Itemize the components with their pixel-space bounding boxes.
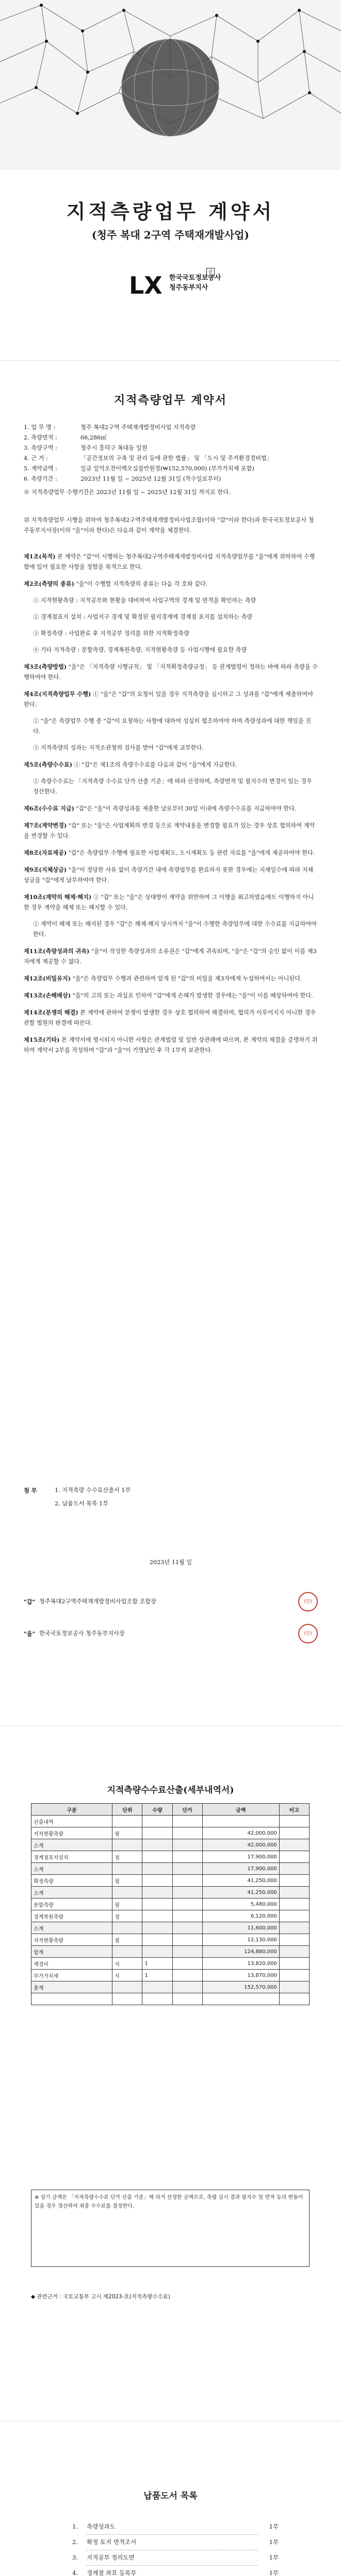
fee-cell [172, 1910, 202, 1922]
deliverable-name: 경계점 좌표 등록부 [87, 2566, 258, 2576]
summary-key: 2. 측량면적 : [24, 434, 57, 441]
article-title: 제7조(계약변경) [24, 822, 67, 829]
fee-row [31, 1827, 310, 1839]
contract-article [24, 848, 318, 858]
article-title: 제4조(지적측량업무 수행) [24, 690, 91, 698]
summary-value: 66,286㎡ [80, 434, 107, 441]
fee-row [31, 1875, 310, 1887]
fee-row [31, 1851, 310, 1863]
fee-cell [172, 1887, 202, 1899]
fee-cell: 124,880,000 [202, 1946, 279, 1958]
contract-article [24, 689, 318, 710]
party-a-seal: (인) [298, 1592, 318, 1612]
fee-row [31, 1922, 310, 1934]
contract-date: 2023년 11월 일 [149, 1559, 192, 1566]
attachments-block [24, 1484, 318, 1511]
article-title: 제8조(자료제공) [24, 849, 67, 856]
fee-header-cell: 금액 [202, 1804, 279, 1816]
fee-cell [112, 1993, 142, 2005]
fee-cell [112, 1863, 142, 1875]
fee-cell [172, 1816, 202, 1827]
fee-cell [172, 1899, 202, 1910]
fee-cell [172, 1863, 202, 1875]
article-body: ② 경계점표지 설치 : 사업지구 경계 및 확정된 필지경계에 경계점 표지를 설치하는 측량 [33, 614, 253, 620]
fee-cell [112, 1922, 142, 1934]
fee-cell [142, 1910, 172, 1922]
contract-summary [24, 422, 318, 498]
fee-cell: 42,000,000 [202, 1839, 279, 1851]
deliverable-item [72, 2550, 279, 2566]
fee-cell [142, 1981, 172, 1993]
fee-cell [112, 1816, 142, 1827]
contract-article [24, 946, 318, 967]
article-body: ③ 지적측량의 성과는 지적소관청의 검사를 받아 "갑"에게 교부한다. [33, 744, 204, 751]
article-body: "갑" 또는 "을"은 사업계획의 변경 등으로 계약내용을 변경할 필요가 있는 경우 상호 협의하여 계약을 변경할 수 있다. [24, 822, 315, 839]
article-title: 제12조(비밀유지) [24, 975, 71, 982]
fee-cell: 식 [112, 1958, 142, 1970]
article-body: ② 측량수수료는 「지적측량 수수료 단가 산출 기준」에 따라 산정하며, 측량면적 및 필지수의 변경이 있는 경우 정산한다. [33, 778, 312, 795]
contract-article [24, 551, 318, 572]
deliverable-name: 지적공부 정리도면 [87, 2550, 258, 2566]
fee-header-cell: 단위 [112, 1804, 142, 1816]
fee-cell [172, 1993, 202, 2005]
fee-cell: 총계 [31, 1981, 112, 1993]
summary-value: 일금 일억오천이백오십칠만원정(₩152,570,000) (부가가치세 포함) [80, 465, 254, 472]
fee-footer: ◆ 관련근거 : 국토교통부 고시 제2023-호(지적측량수수료) [31, 2294, 170, 2300]
summary-item [24, 474, 318, 484]
deliverable-item [72, 2535, 279, 2550]
party-b-seal: (인) [298, 1624, 318, 1643]
contract-article [24, 892, 318, 913]
article-body: 본 계약에 관하여 분쟁이 발생한 경우 상호 협의하여 해결하며, 협의가 이루어지지 아니한 경우 관할 법원의 판결에 따른다. [24, 1009, 316, 1026]
fee-cell: 확정측량 [31, 1875, 112, 1887]
deliverable-item [72, 2566, 279, 2576]
fee-cell: 1 [142, 1958, 172, 1970]
cover-subtitle: (청주 복대 2구역 주택재개발사업) [92, 229, 249, 241]
fee-cell: 지적현황측량 [31, 1827, 112, 1839]
summary-key: 5. 계약금액 : [24, 465, 57, 472]
fee-cell [279, 1970, 309, 1981]
fee-cell [142, 1863, 172, 1875]
party-a-name: 청주복대2구역주택재개발정비사업조합 조합장 [39, 1598, 156, 1605]
article-title: 제13조(손해배상) [24, 992, 71, 999]
fee-cell [142, 1827, 172, 1839]
contract-article [24, 1035, 318, 1056]
party-b-label: "을" [24, 1630, 36, 1637]
org-name-line1: 한국국토정보공사 [169, 274, 221, 282]
fee-cell: 경계점표지설치 [31, 1851, 112, 1863]
fee-row [31, 1899, 310, 1910]
article-title: 제3조(측량방법) [24, 663, 67, 670]
fee-cell [112, 1839, 142, 1851]
fee-cell [279, 1910, 309, 1922]
fee-cell [142, 1839, 172, 1851]
fee-cell: 지적현황측량 [31, 1934, 112, 1946]
fee-cell: 점 [112, 1851, 142, 1863]
article-body: 본 계약은 "갑"이 시행하는 청주복대2구역주택재개발정비사업 지적측량업무를 "을"에게 위탁하여 수행함에 있어 필요한 사항을 정함을 목적으로 한다. [24, 553, 315, 570]
fee-cell: 제경비 [31, 1958, 112, 1970]
fee-cell [172, 1934, 202, 1946]
article-title: 제6조(수수료 지급) [24, 805, 74, 812]
fee-header-cell: 수량 [142, 1804, 172, 1816]
fee-cell [172, 1827, 202, 1839]
fee-cell [279, 1922, 309, 1934]
fee-header-cell: 단가 [172, 1804, 202, 1816]
fee-cell [172, 1981, 202, 1993]
fee-cell: 식 [112, 1970, 142, 1981]
contract-article [24, 645, 318, 655]
fee-cell [279, 1981, 309, 1993]
article-title: 제2조(측량의 종류) [24, 580, 74, 587]
fee-cell: 경계복원측량 [31, 1910, 112, 1922]
fee-cell [112, 1981, 142, 1993]
fee-cell: 42,000,000 [202, 1827, 279, 1839]
deliverable-qty: 1부 [269, 2523, 279, 2530]
article-title: 제14조(분쟁의 해결) [24, 1009, 78, 1016]
fee-table [31, 1803, 310, 2005]
fee-cell: 41,250,000 [202, 1887, 279, 1899]
fee-cell [279, 1993, 309, 2005]
summary-item [24, 422, 318, 433]
fee-cell [202, 1816, 279, 1827]
svg-text:LX: LX [129, 272, 163, 299]
article-body: "을"은 측량업무 수행과 관련하여 알게 된 "갑"의 비밀을 제3자에게 누설하여서는 아니된다. [72, 975, 302, 982]
cover-network-artwork [0, 0, 341, 170]
summary-item [24, 453, 318, 464]
fee-row [31, 1934, 310, 1946]
fee-cell [142, 1851, 172, 1863]
article-body: ① "갑" 또는 "을"은 상대방이 계약을 위반하여 그 이행을 최고하였음에도 이행하지 아니한 경우 계약을 해제 또는 해지할 수 있다. [24, 894, 314, 911]
deliverable-no: 4. [72, 2569, 78, 2576]
attachment-item: 2. 납품도서 목록 1부 [55, 1500, 109, 1507]
contract-article [24, 990, 318, 1001]
deliverables-title: 납품도서 목록 [143, 2491, 198, 2501]
fee-cell: 점 [112, 1910, 142, 1922]
period-note: ※ 지적측량업무 수행기간은 2023년 11월 일 ~ 2025년 12월 31일 까지로 한다. [24, 489, 231, 496]
signature-block [24, 1592, 318, 1643]
fee-cell: 17,900,000 [202, 1863, 279, 1875]
fee-cell [279, 1934, 309, 1946]
fee-row [31, 1958, 310, 1970]
contract-title: 지적측량업무 계약서 [114, 394, 227, 407]
fee-cell [142, 1922, 172, 1934]
fee-cell [142, 1993, 172, 2005]
fee-table-wrap [31, 1803, 310, 2005]
contract-article [24, 716, 318, 737]
contract-article [24, 803, 318, 814]
article-body: "갑"은 "을"이 측량성과를 제출한 날로부터 30일 이내에 측량수수료를 지급하여야 한다. [76, 805, 297, 812]
contract-article [24, 579, 318, 589]
attach-label: 첨 부 [24, 1487, 37, 1494]
summary-value: 2023년 11월 일 ~ 2025년 12월 31일 (착수일로부터) [80, 476, 221, 482]
summary-item [24, 464, 318, 474]
fee-cell: 12,130,000 [202, 1934, 279, 1946]
article-body: "을"의 고의 또는 과실로 인하여 "갑"에게 손해가 발생한 경우에는 "을"이 이를 배상하여야 한다. [72, 992, 313, 999]
article-body: 본 계약서에 명시되지 아니한 사항은 관계법령 및 일반 상관례에 따르며, 본 계약의 체결을 증명하기 위하여 계약서 2부를 작성하여 "갑"과 "을"이 기명날인 후 각 1부씩 보관한다. [24, 1037, 318, 1054]
article-title: 제9조(지체상금) [24, 866, 67, 873]
contract-article [24, 1007, 318, 1028]
fee-cell [279, 1816, 309, 1827]
fee-cell [202, 1993, 279, 2005]
deliverable-qty: 1부 [269, 2569, 279, 2576]
fee-cell [279, 1839, 309, 1851]
fee-cell [172, 1946, 202, 1958]
deliverable-no: 2. [72, 2538, 78, 2546]
fee-cell [279, 1863, 309, 1875]
fee-cell: 1 [142, 1970, 172, 1981]
fee-cell [172, 1875, 202, 1887]
article-title: 제15조(기타) [24, 1036, 60, 1043]
fee-cell [172, 1851, 202, 1863]
fee-cell: 필 [112, 1827, 142, 1839]
fee-cell: 5,480,000 [202, 1899, 279, 1910]
lx-logo [129, 268, 232, 304]
deliverable-item [72, 2519, 279, 2535]
article-title: 제5조(측량수수료) [24, 761, 73, 768]
deliverable-qty: 1부 [269, 2554, 279, 2561]
fee-row [31, 1863, 310, 1875]
fee-cell [172, 1970, 202, 1981]
contract-article [24, 919, 318, 940]
fee-cell [142, 1934, 172, 1946]
article-body: ② 계약이 해제 또는 해지된 경우 "갑"은 해제·해지 당시까지 "을"이 수행한 측량업무에 대한 수수료를 지급하여야 한다. [33, 921, 317, 938]
article-body: "을"이 수행할 지적측량의 종류는 다음 각 호와 같다. [76, 581, 208, 587]
deliverable-name: 측량성과도 [87, 2519, 258, 2535]
deliverable-name: 확정 토지 면적조서 [87, 2535, 258, 2550]
contract-article [24, 596, 318, 606]
summary-value: 「공간정보의 구축 및 관리 등에 관한 법률」 및 「도시 및 주거환경정비법」 [80, 455, 273, 462]
party-a-label: "갑" [24, 1598, 36, 1605]
fee-cell: 17,900,000 [202, 1851, 279, 1863]
article-body: ④ 기타 지적측량 : 분할측량, 경계복원측량, 지적현황측량 등 사업시행에 필요한 측량 [33, 647, 247, 653]
contract-article [24, 865, 318, 886]
contract-article [24, 662, 318, 683]
fee-cell [112, 1887, 142, 1899]
fee-cell [142, 1875, 172, 1887]
cover-title: 지적측량업무 계약서 [66, 200, 275, 223]
fee-cell [279, 1851, 309, 1863]
fee-row [31, 1970, 310, 1981]
deliverable-qty: 1부 [269, 2538, 279, 2546]
article-body: ① "갑"은 제1조의 측량수수료를 다음과 같이 "을"에게 지급한다. [74, 761, 237, 768]
fee-cell: 소계 [31, 1887, 112, 1899]
cover-page [0, 0, 341, 361]
fee-cell: 13,870,000 [202, 1970, 279, 1981]
fee-cell [279, 1946, 309, 1958]
fee-cell: 11,600,000 [202, 1922, 279, 1934]
summary-key: 4. 근 거 : [24, 455, 48, 462]
contract-article [24, 629, 318, 639]
fee-row [31, 1993, 310, 2005]
fee-cell [172, 1958, 202, 1970]
summary-key: 3. 측량구역 : [24, 445, 57, 451]
fee-cell: 필 [112, 1899, 142, 1910]
deliverable-no: 1. [72, 2523, 78, 2530]
article-body: "을"이 정당한 사유 없이 측량기간 내에 측량업무를 완료하지 못한 경우에는 지체일수에 따라 지체상금을 "갑"에게 납부하여야 한다. [24, 867, 314, 884]
fee-cell: 소계 [31, 1922, 112, 1934]
lx-logo-icon [129, 270, 165, 299]
article-body: ② "을"은 측량업무 수행 중 "갑"이 요청하는 사항에 대하여 성실히 협조하여야 하며 측량성과에 대한 책임을 진다. [33, 718, 312, 735]
fee-cell [279, 1958, 309, 1970]
contract-article [24, 612, 318, 622]
org-name [169, 273, 221, 293]
deliverables-list [72, 2519, 279, 2576]
fee-cell [112, 1946, 142, 1958]
fee-cell: 소계 [31, 1839, 112, 1851]
contract-preamble: 위 지적측량업무 시행을 위하여 청주복대2구역주택재개발정비사업조합(이하 "갑"이라 한다)과 한국국토정보공사 청주동부지사장(이하 "을"이라 한다)은 다음과 같이 계약을 체결한다. [24, 517, 314, 534]
summary-key: 6. 측량기간 : [24, 476, 57, 482]
contract-article [24, 820, 318, 841]
fee-row [31, 1946, 310, 1958]
contract-page [0, 361, 341, 1726]
fee-cell [31, 1993, 112, 2005]
article-body: ① 지적현황측량 : 지적공부와 현황을 대비하여 사업구역의 경계 및 면적을 확인하는 측량 [33, 597, 256, 604]
fee-statement-page [0, 1726, 341, 2421]
fee-header-cell: 구분 [31, 1804, 112, 1816]
fee-cell: 필 [112, 1875, 142, 1887]
contract-article [24, 759, 318, 770]
fee-row [31, 1910, 310, 1922]
fee-cell: 152,570,000 [202, 1981, 279, 1993]
article-body: "갑"은 측량업무 수행에 필요한 사업계획도, 도시계획도 등 관련 자료를 "을"에게 제공하여야 한다. [68, 850, 315, 856]
fee-cell [279, 1899, 309, 1910]
summary-value: 청주 복대2구역 주택재개발정비사업 지적측량 [80, 424, 196, 431]
contract-article [24, 973, 318, 984]
article-body: "을"은 「지적측량 시행규칙」 및 「지적확정측량규정」 등 관계법령이 정하는 바에 따라 측량을 수행하여야 한다. [24, 664, 318, 681]
fee-header-cell: 비고 [279, 1804, 309, 1816]
party-b-row [24, 1624, 318, 1643]
party-b-name: 한국국토정보공사 청주동부지사장 [39, 1630, 125, 1637]
fee-cell [172, 1839, 202, 1851]
fee-cell [279, 1887, 309, 1899]
fee-row [31, 1839, 310, 1851]
fee-cell [142, 1887, 172, 1899]
fee-cell: 부가가치세 [31, 1970, 112, 1981]
summary-value: 청주시 흥덕구 복대동 일원 [80, 445, 148, 451]
fee-cell [142, 1816, 172, 1827]
summary-item [24, 443, 318, 453]
contract-articles [24, 551, 318, 1062]
fee-cell [172, 1922, 202, 1934]
fee-cell [142, 1946, 172, 1958]
fee-cell: 산출내역 [31, 1816, 112, 1827]
fee-cell: 41,250,000 [202, 1875, 279, 1887]
party-a-row [24, 1592, 318, 1612]
fee-cell: 합계 [31, 1946, 112, 1958]
summary-key: 1. 업 무 명 : [24, 424, 56, 431]
deliverable-no: 3. [72, 2554, 78, 2561]
fee-row [31, 1981, 310, 1993]
fee-cell: 6,120,000 [202, 1910, 279, 1922]
fee-note: ※ 상기 금액은 「지적측량수수료 단가 산출 기준」에 의거 산정한 금액으로, 측량 실시 결과 필지수 및 면적 등의 변동이 있을 경우 정산하여 최종 수수료를 결정한다. [31, 2190, 310, 2267]
fee-row [31, 1887, 310, 1899]
attachment-item: 1. 지적측량 수수료산출서 1부 [55, 1487, 131, 1494]
fee-cell: 분할측량 [31, 1899, 112, 1910]
fee-cell [279, 1875, 309, 1887]
fee-cell [279, 1827, 309, 1839]
article-body: ① "을"은 "갑"의 요청이 있을 경우 지적측량을 실시하고 그 성과를 "갑"에게 제출하여야 한다. [24, 691, 313, 708]
fee-cell [142, 1899, 172, 1910]
article-body: ③ 확정측량 : 사업완료 후 지적공부 정리를 위한 지적확정측량 [33, 630, 189, 637]
fee-row [31, 1816, 310, 1827]
contract-article [24, 743, 318, 753]
article-title: 제11조(측량성과의 귀속) [24, 947, 90, 955]
article-title: 제1조(목적) [24, 553, 56, 560]
contract-article [24, 776, 318, 797]
article-body: "을"이 작성한 측량성과의 소유권은 "갑"에게 귀속되며, "을"은 "갑"의 승인 없이 이를 제3자에게 제공할 수 없다. [24, 948, 317, 965]
article-title: 제10조(계약의 해제·해지) [24, 893, 92, 901]
fee-cell: 소계 [31, 1863, 112, 1875]
org-name-line2: 청주동부지사 [169, 284, 208, 292]
registered-mark: 공 [206, 268, 215, 276]
fee-cell: 13,820,000 [202, 1958, 279, 1970]
summary-item [24, 433, 318, 443]
deliverables-page [0, 2421, 341, 2576]
fee-cell: 필 [112, 1934, 142, 1946]
fee-title: 지적측량수수료산출(세부내역서) [107, 1785, 234, 1795]
